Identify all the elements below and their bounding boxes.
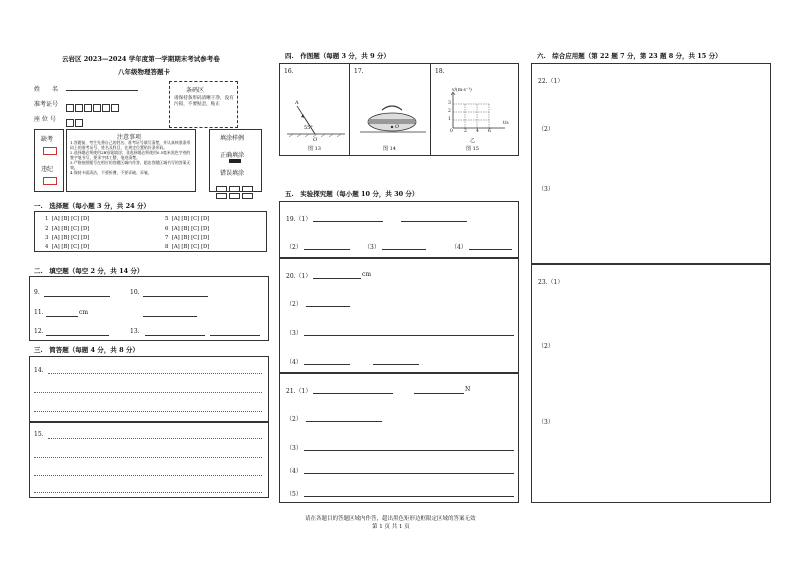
exam-title: 云岩区 2023—2024 学年度第一学期期末考试参考卷 (62, 55, 220, 63)
t-axis-label: t/s (503, 121, 509, 126)
q13-answer-2[interactable] (210, 335, 260, 336)
choice-q5: 5 (165, 216, 169, 222)
choice-q7: 7 (165, 235, 169, 241)
q20-unit: cm (362, 271, 372, 278)
q22-3-label: （3） (538, 186, 554, 193)
q19-2-label: （2） (286, 244, 302, 251)
q19-3-label: （3） (364, 244, 380, 251)
barcode-hint: 请保持条形码清晰干净，没有污损，不要贴歪，贴正 (174, 96, 234, 107)
choice-q4: 4 (45, 244, 49, 250)
q23-2-label: （2） (538, 343, 554, 350)
correct-fill-label: 正确填涂 (220, 152, 245, 159)
angle-label: 55° (304, 125, 313, 131)
q13-label: 13. (130, 328, 140, 335)
y-tick: 2 (448, 109, 451, 114)
section3-title: 三. 简答题（每题 4 分，共 8 分） (34, 346, 139, 354)
section6-title: 六. 综合应用题（第 22 题 7 分，第 23 题 8 分，共 15 分） (537, 52, 722, 60)
absent-label: 缺考 (41, 136, 54, 143)
q21-label: 21.（1） (286, 388, 312, 395)
y-tick: 1 (448, 117, 451, 122)
q23-3-label: （3） (538, 419, 554, 426)
violation-checkbox[interactable] (43, 177, 57, 185)
notes-title: 注意事项 (117, 134, 142, 141)
fill-example-title: 填涂样例 (220, 135, 245, 142)
wrong-fill-label: 错误填涂 (220, 170, 245, 177)
footer-warning: 请在各题目的答题区域内作答，超出黑色矩形边框限定区域的答案无效 (305, 516, 476, 522)
q22-label: 22.（1） (538, 78, 564, 85)
choice-options-2[interactable]: [A] [B] [C] [D] (51, 226, 90, 232)
fig15-caption: 图 15 (466, 146, 479, 152)
q15-label: 15. (34, 431, 44, 438)
q15-line[interactable] (34, 492, 262, 493)
choice-options-1[interactable]: [A] [B] [C] [D] (51, 216, 90, 222)
point-a-label: A (295, 100, 299, 106)
curling-stone-diagram (360, 102, 426, 138)
choice-q2: 2 (45, 226, 49, 232)
q19-answer-1b[interactable] (401, 221, 467, 222)
drawing-box (279, 63, 519, 156)
choice-box (34, 211, 267, 252)
absent-box (34, 129, 64, 192)
fill-blank-box (29, 276, 269, 341)
choice-q3: 3 (45, 235, 49, 241)
exam-no-label: 准考证号 (34, 101, 59, 108)
q19-answer-1[interactable] (313, 221, 383, 222)
note-item: 4.保持卡面清洁，不要折叠，不要弄破、弄皱。 (70, 170, 152, 175)
x-tick: 2 (464, 129, 467, 134)
x-tick: 4 (476, 129, 479, 134)
q14-line[interactable] (34, 411, 262, 412)
q20-4-label: （4） (286, 359, 302, 366)
q21-3-label: （3） (286, 445, 302, 452)
absent-checkbox[interactable] (43, 147, 57, 155)
q10-label: 10. (130, 289, 140, 296)
q18-label: 18. (435, 68, 445, 75)
y-tick: 3 (448, 101, 451, 106)
note-item: 2.选择题必须使用2B铅笔填涂；非选择题必须使用0.5毫米黑色字迹的签字笔书写，要求字体工整，笔迹清楚。 (70, 150, 191, 160)
choice-q1: 1 (45, 216, 49, 222)
point-o-label: O (313, 137, 318, 143)
q20-box (279, 258, 519, 373)
q20-answer-4b[interactable] (373, 364, 419, 365)
q17-label: 17. (354, 68, 364, 75)
choice-options-8[interactable]: [A] [B] [C] [D] (171, 244, 210, 250)
seat-label: 座 位 号 (34, 116, 56, 123)
choice-options-4[interactable]: [A] [B] [C] [D] (51, 244, 90, 250)
choice-q6: 6 (165, 226, 169, 232)
q20-3-label: （3） (286, 330, 302, 337)
q20-answer-3[interactable] (304, 335, 514, 336)
q9-label: 9. (34, 289, 40, 296)
q23-label: 23.（1） (538, 279, 564, 286)
q11-answer-2[interactable] (143, 316, 197, 317)
q15-line[interactable] (34, 475, 262, 476)
q14-line[interactable] (48, 373, 262, 374)
q20-label: 20.（1） (286, 273, 312, 280)
q20-answer-1[interactable] (313, 278, 361, 279)
q19-4-label: （4） (451, 244, 467, 251)
q12-answer[interactable] (46, 335, 109, 336)
q11-unit: cm (79, 309, 89, 316)
v-axis-label: v/(m·s⁻¹) (452, 88, 472, 93)
q21-unit: N (465, 386, 471, 393)
point-o2-label: O (395, 124, 400, 130)
fig14-caption: 图 14 (383, 146, 396, 152)
q23-box (531, 264, 771, 503)
q19-answer-3[interactable] (382, 249, 426, 250)
section5-title: 五. 实验探究题（每小题 10 分，共 30 分） (285, 190, 419, 198)
choice-options-3[interactable]: [A] [B] [C] [D] (51, 235, 90, 241)
q13-answer[interactable] (145, 335, 205, 336)
q22-box (531, 63, 771, 264)
q12-label: 12. (34, 328, 44, 335)
q11-label: 11. (34, 309, 44, 316)
q16-label: 16. (284, 68, 294, 75)
notes-box (66, 129, 196, 192)
name-label: 姓 名 (34, 86, 59, 93)
choice-options-6[interactable]: [A] [B] [C] [D] (171, 226, 210, 232)
note-item: 1.答题前，考生先将自己的姓名、准考证号填写清楚，并认真核准条形码上的准考证号、姓名及科目，在规定位置贴好条形码。 (70, 140, 191, 150)
note-item: 3.严格按照题号在相应的答题区域内作答，超出答题区域书写的答案无效。 (70, 160, 191, 170)
q10-answer[interactable] (143, 296, 208, 297)
q21-4-label: （4） (286, 468, 302, 475)
q19-label: 19.（1） (286, 216, 312, 223)
graph-yi-label: 乙 (470, 138, 476, 144)
barcode-title: 条码区 (186, 87, 205, 94)
q15-box (29, 422, 269, 498)
q14-line[interactable] (34, 392, 262, 393)
q15-line[interactable] (48, 438, 262, 439)
q19-box (279, 201, 519, 258)
choice-options-7[interactable]: [A] [B] [C] [D] (171, 235, 210, 241)
q21-answer-2[interactable] (306, 421, 382, 422)
violation-label: 违纪 (41, 166, 54, 173)
footer-page: 第 1 页 共 1 页 (372, 524, 410, 530)
x-tick: 0 (450, 129, 453, 134)
q22-2-label: （2） (538, 126, 554, 133)
q20-answer-4[interactable] (304, 364, 350, 365)
wrong-fill-samples-2 (216, 184, 253, 203)
q21-box (279, 373, 519, 503)
section4-title: 四. 作图题（每题 3 分，共 9 分） (285, 52, 390, 60)
q19-answer-4[interactable] (469, 249, 512, 250)
q14-label: 14. (34, 367, 44, 374)
q21-answer-1[interactable] (313, 393, 393, 394)
q21-5-label: （5） (286, 491, 302, 498)
section1-title: 一. 选择题（每小题 3 分，共 24 分） (34, 202, 150, 210)
q20-2-label: （2） (286, 301, 302, 308)
q9-answer[interactable] (44, 296, 110, 297)
choice-options-5[interactable]: [A] [B] [C] [D] (171, 216, 210, 222)
q14-box (29, 356, 269, 422)
q15-line[interactable] (34, 457, 262, 458)
q21-answer-5[interactable] (304, 496, 514, 497)
q19-answer-2[interactable] (304, 249, 350, 250)
section2-title: 二. 填空题（每空 2 分，共 14 分） (34, 267, 144, 275)
barcode-area (169, 81, 238, 128)
q21-2-label: （2） (286, 416, 302, 423)
q11-answer[interactable] (46, 316, 78, 317)
q20-answer-2[interactable] (306, 306, 350, 307)
card-subtitle: 八年级物理答题卡 (118, 68, 170, 76)
choice-q8: 8 (165, 244, 169, 250)
fig13-caption: 图 13 (308, 146, 321, 152)
name-field[interactable] (66, 90, 138, 91)
vt-graph (445, 90, 509, 134)
q21-answer-1b[interactable] (414, 393, 464, 394)
correct-fill-sample (229, 159, 241, 163)
q21-answer-3[interactable] (304, 450, 514, 451)
q21-answer-4[interactable] (304, 473, 514, 474)
fill-example-box (209, 129, 262, 192)
x-tick: 6 (488, 129, 491, 134)
